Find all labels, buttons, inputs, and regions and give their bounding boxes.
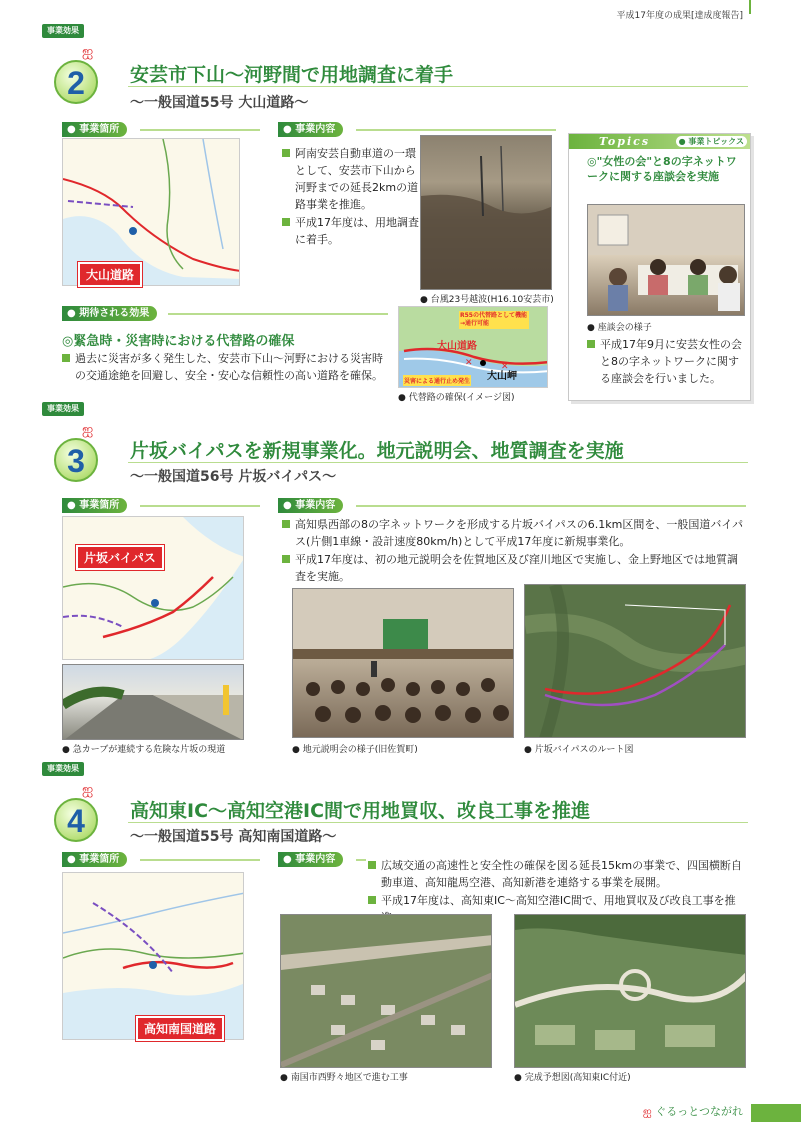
section-3-subtitle: ～一般国道56号 片坂バイパス～ — [130, 469, 337, 485]
section-4-map-tag: 高知南国道路 — [136, 1016, 224, 1041]
section-2-title: 安芸市下山～河野間で用地調査に着手 — [130, 64, 454, 86]
diagram-disaster-tag: 災害による通行止め発生 — [403, 375, 471, 386]
label-line — [140, 859, 260, 861]
footer-ribbon-icon: ஐ — [642, 1105, 652, 1118]
diagram-caption: ● 代替路の確保(イメージ図) — [398, 393, 515, 403]
section-4-construction-photo — [280, 914, 492, 1068]
section-4-location-label: ● 事業箇所 — [62, 852, 127, 867]
topics-photo — [587, 204, 745, 316]
svg-text:✕: ✕ — [501, 362, 509, 372]
diagram-place: 大山岬 — [487, 371, 517, 382]
section-2-content-label: ● 事業内容 — [278, 122, 343, 137]
section-4-photo2-caption: ● 完成予想図(高知東IC付近) — [514, 1073, 631, 1083]
bullet: 平成17年度は、初の地元説明会を佐賀地区及び窪川地区で実施し、金上野地区では地質調査を実施。 — [282, 551, 747, 585]
section-4-rule — [128, 822, 748, 823]
label-line — [140, 505, 260, 507]
section-2-photo-caption: ● 台風23号越波(H16.10安芸市) — [420, 295, 554, 305]
section-3-photo3-caption: ● 片坂バイパスのルート図 — [524, 745, 634, 755]
section-2-rule — [128, 86, 748, 87]
section-4-subtitle: ～一般国道55号 高知南国道路～ — [130, 829, 337, 845]
bullet: 平成17年度は、高知東IC～高知空港IC間で、用地買収及び改良工事を推 — [368, 892, 750, 926]
section-3-location-label: ● 事業箇所 — [62, 498, 127, 513]
label-line — [356, 505, 746, 507]
label-line — [356, 129, 556, 131]
topics-box — [568, 133, 751, 401]
diagram-alt-tag: R55の代替路として機能→通行可能 — [459, 311, 529, 329]
topics-caption: ● 座談会の様子 — [587, 323, 652, 333]
topics-bullets — [587, 336, 747, 388]
section-2-number: 2 — [54, 60, 98, 104]
section-4-photo1-caption: ● 南国市西野々地区で進む工事 — [280, 1073, 408, 1083]
section-2-subtitle: ～一般国道55号 大山道路～ — [130, 95, 309, 111]
ribbon-icon: ஐ — [82, 44, 94, 60]
topics-heading: Topics — [599, 135, 651, 148]
section-3-rule — [128, 462, 748, 463]
section-3-badge: 事業効果 — [42, 402, 84, 416]
section-2-location-label: ● 事業箇所 — [62, 122, 127, 137]
footer-slogan: ஐ ぐるっとつながれ — [642, 1105, 743, 1118]
section-3-route-map — [524, 584, 746, 738]
section-3-photo1-caption: ● 急カーブが連続する危険な片坂の現道 — [62, 745, 226, 755]
section-2-alt-route-diagram — [398, 306, 548, 388]
report-header: 平成17年度の成果[達成度報告] — [616, 11, 743, 21]
label-line — [140, 129, 260, 131]
section-4-rendering-photo — [514, 914, 746, 1068]
section-4-badge: 事業効果 — [42, 762, 84, 776]
section-3-meeting-photo — [292, 588, 514, 738]
label-line — [356, 859, 366, 861]
section-4-number: 4 — [54, 798, 98, 842]
section-3-content-label: ● 事業内容 — [278, 498, 343, 513]
topics-title: ◎"女性の会"と8の字ネットワークに関する座談会を実施 — [587, 155, 737, 183]
topics-header — [569, 134, 750, 149]
bullet: 広域交通の高速性と安全性の確保を図る延長15kmの事業で、四国横断自動車道、高知龍馬空港、高知新港を連絡する事業を展開。 — [368, 857, 750, 891]
topics-tag: ● 事業トピックス — [676, 136, 747, 147]
footer-accent-bar — [751, 1104, 801, 1122]
section-4-title: 高知東IC～高知空港IC間で用地買収、改良工事を推進 — [130, 800, 591, 822]
section-3-content-bullets — [282, 516, 747, 586]
svg-text:✕: ✕ — [465, 358, 473, 368]
section-3-number: 3 — [54, 438, 98, 482]
section-2-effect-title: ◎緊急時・災害時における代替路の確保 — [62, 334, 295, 349]
section-3-photo2-caption: ● 地元説明会の様子(旧佐賀町) — [292, 745, 418, 755]
ribbon-icon: ஐ — [82, 782, 94, 798]
header-accent-bar — [749, 0, 751, 14]
ribbon-icon: ஐ — [82, 422, 94, 438]
section-4-content-label: ● 事業内容 — [278, 852, 343, 867]
bullet: 過去に災害が多く発生した、安芸市下山～河野における災害時の交通途絶を回避し、安全・安心な信頼性の高い道路を確保。 — [62, 350, 387, 384]
section-2-effect-label: ● 期待される効果 — [62, 306, 157, 321]
section-4-location-map — [62, 872, 244, 1040]
bullet: 平成17年度は、用地調査に着手。 — [282, 214, 422, 248]
bullet: 高知県西部の8の字ネットワークを形成する片坂バイパスの6.1km区間を、一般国道バイパス(片側1車線・設計速度80km/h)として平成17年度に新規事業化。 — [282, 516, 747, 550]
diagram-road-tag: 大山道路 — [437, 341, 477, 352]
label-line — [168, 313, 388, 315]
section-2-map-tag: 大山道路 — [78, 262, 142, 287]
section-2-content-bullets — [282, 145, 422, 249]
bullet: 阿南安芸自動車道の一環として、安芸市下山から河野までの延長2kmの道路事業を推進。 — [282, 145, 422, 213]
section-2-badge: 事業効果 — [42, 24, 84, 38]
section-3-road-photo — [62, 664, 244, 740]
section-3-location-map — [62, 516, 244, 660]
bullet: 平成17年9月に安芸女性の会と8の字ネットワークに関する座談会を行いました。 — [587, 336, 747, 387]
section-2-typhoon-photo — [420, 135, 552, 290]
section-2-effect-bullets — [62, 350, 387, 385]
section-3-title: 片坂バイパスを新規事業化。地元説明会、地質調査を実施 — [130, 440, 624, 462]
section-3-map-tag: 片坂バイパス — [76, 545, 164, 570]
